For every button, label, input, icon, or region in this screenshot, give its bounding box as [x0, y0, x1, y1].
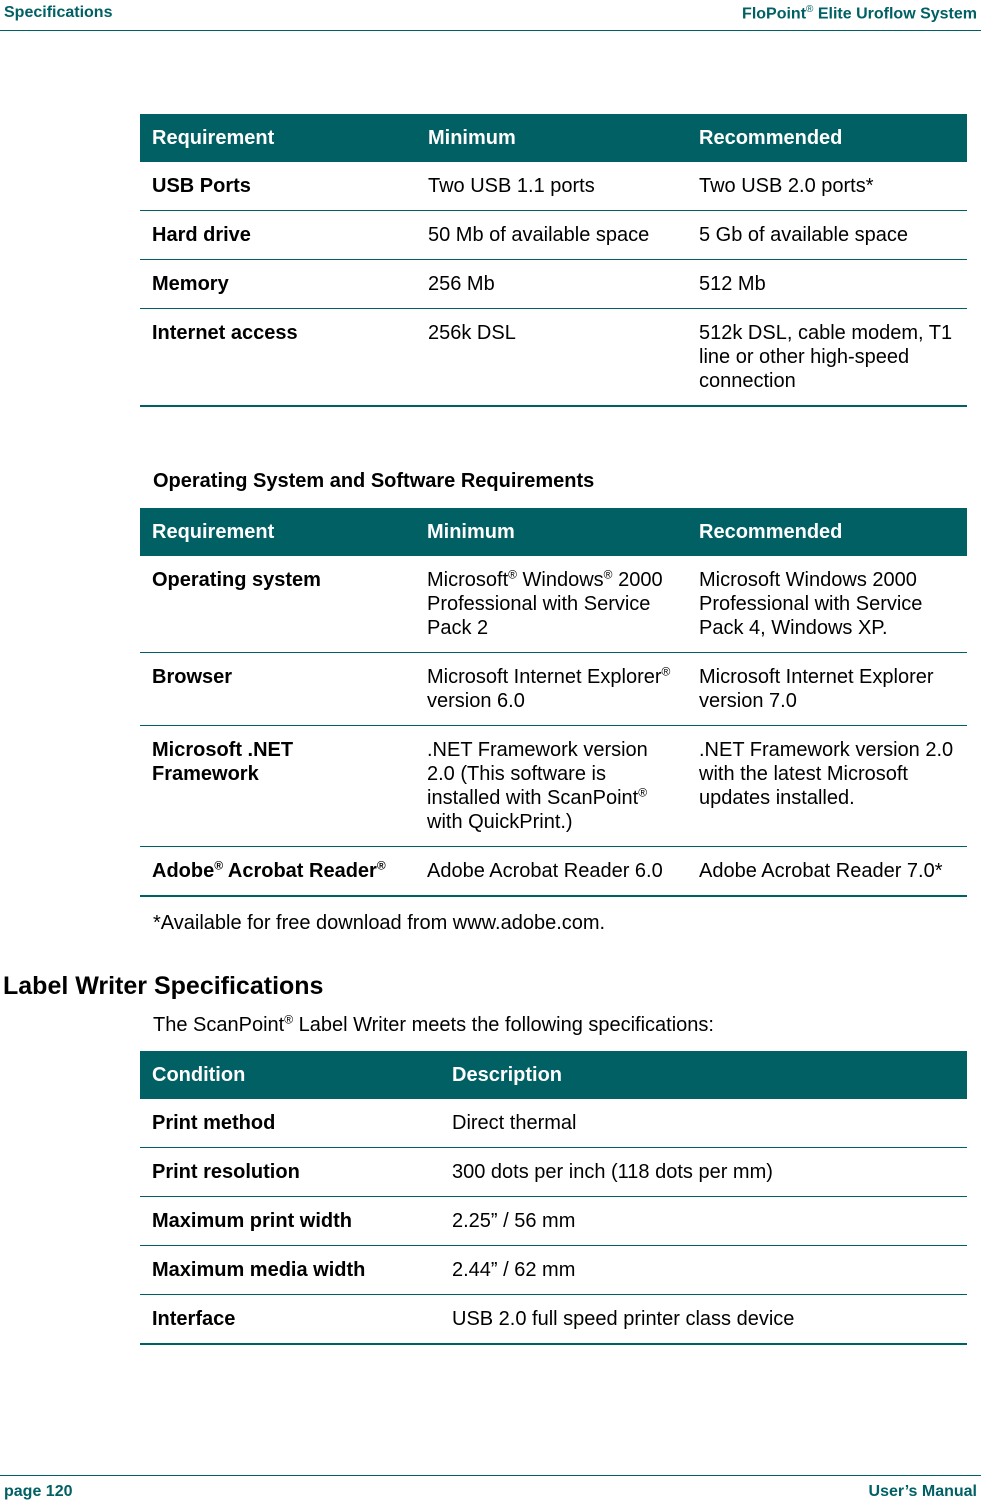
table-row	[140, 260, 967, 309]
table-row	[140, 1099, 967, 1148]
row-requirement: Hard drive	[140, 211, 416, 260]
table-row	[140, 847, 967, 897]
header-product-name	[742, 4, 977, 23]
row-requirement: Operating system	[140, 556, 415, 653]
row-condition: Print resolution	[140, 1148, 440, 1197]
header-registered-mark: ®	[806, 4, 814, 15]
text-part: with QuickPrint.)	[427, 811, 573, 833]
os-software-requirements-table	[140, 508, 967, 897]
text-part: 2000 Professional with Service Pack 2	[427, 569, 663, 639]
table-header-row	[140, 1051, 967, 1099]
row-minimum: Two USB 1.1 ports	[416, 162, 687, 211]
row-description: 2.44” / 62 mm	[440, 1246, 967, 1295]
row-condition: Print method	[140, 1099, 440, 1148]
text-part: Label Writer meets the following specifications:	[293, 1014, 714, 1036]
row-requirement: Microsoft .NET Framework	[140, 726, 415, 847]
page-number: page 120	[4, 1483, 73, 1500]
table-row	[140, 309, 967, 407]
label-writer-specs-table	[140, 1051, 967, 1345]
table-header-row	[140, 114, 967, 162]
row-requirement: USB Ports	[140, 162, 416, 211]
header-minimum: Minimum	[415, 508, 687, 556]
row-description: USB 2.0 full speed printer class device	[440, 1295, 967, 1345]
table-row	[140, 726, 967, 847]
registered-mark: ®	[603, 567, 613, 582]
header-section-name: Specifications	[4, 4, 113, 21]
table-header-row	[140, 508, 967, 556]
os-requirements-heading: Operating System and Software Requirements	[153, 470, 595, 492]
row-minimum	[415, 653, 687, 726]
registered-mark: ®	[376, 858, 386, 873]
text-part: The ScanPoint	[153, 1014, 285, 1036]
hardware-requirements-table	[140, 114, 967, 407]
row-requirement: Internet access	[140, 309, 416, 407]
header-description: Description	[440, 1051, 967, 1099]
header-requirement: Requirement	[140, 508, 415, 556]
text-part: .NET Framework version 2.0 (This software is installed with ScanPoint	[427, 739, 648, 809]
header-minimum: Minimum	[416, 114, 687, 162]
row-recommended: Two USB 2.0 ports*	[687, 162, 967, 211]
table-row	[140, 162, 967, 211]
table-row	[140, 1148, 967, 1197]
text-part: Windows	[516, 569, 604, 591]
registered-mark: ®	[214, 858, 224, 873]
manual-title: User’s Manual	[868, 1483, 977, 1500]
row-condition: Maximum print width	[140, 1197, 440, 1246]
page-footer	[0, 1475, 981, 1500]
row-recommended: Adobe Acrobat Reader 7.0*	[687, 847, 967, 897]
text-part: Adobe	[152, 860, 215, 882]
header-requirement: Requirement	[140, 114, 416, 162]
table-row	[140, 1197, 967, 1246]
row-condition: Interface	[140, 1295, 440, 1345]
registered-mark: ®	[661, 664, 671, 679]
registered-mark: ®	[508, 567, 517, 582]
row-minimum: 50 Mb of available space	[416, 211, 687, 260]
row-recommended: Microsoft Windows 2000 Professional with Service Pack 4, Windows XP.	[687, 556, 967, 653]
section-intro	[153, 1014, 714, 1037]
header-product-rest: Elite Uroflow System	[813, 5, 977, 23]
row-recommended: Microsoft Internet Explorer version 7.0	[687, 653, 967, 726]
registered-mark: ®	[284, 1012, 294, 1027]
header-recommended: Recommended	[687, 508, 967, 556]
row-requirement: Memory	[140, 260, 416, 309]
row-recommended: 512k DSL, cable modem, T1 line or other high-speed connection	[687, 309, 967, 407]
row-condition: Maximum media width	[140, 1246, 440, 1295]
row-description: 2.25” / 56 mm	[440, 1197, 967, 1246]
text-part: version 6.0	[427, 690, 525, 712]
page-header	[0, 0, 981, 31]
table-row	[140, 653, 967, 726]
row-description: 300 dots per inch (118 dots per mm)	[440, 1148, 967, 1197]
table-row	[140, 556, 967, 653]
row-requirement: Browser	[140, 653, 415, 726]
table-row	[140, 1295, 967, 1345]
row-minimum	[415, 556, 687, 653]
row-minimum: 256k DSL	[416, 309, 687, 407]
section-title: Label Writer Specifications	[3, 972, 324, 1000]
text-part: Microsoft Internet Explorer	[427, 666, 662, 688]
row-recommended: 5 Gb of available space	[687, 211, 967, 260]
text-part: Microsoft	[427, 569, 509, 591]
header-recommended: Recommended	[687, 114, 967, 162]
footnote: *Available for free download from www.adobe.com.	[153, 912, 606, 934]
row-recommended: .NET Framework version 2.0 with the latest Microsoft updates installed.	[687, 726, 967, 847]
row-minimum: Adobe Acrobat Reader 6.0	[415, 847, 687, 897]
header-condition: Condition	[140, 1051, 440, 1099]
table-row	[140, 211, 967, 260]
header-brand: FloPoint	[742, 5, 807, 23]
row-requirement	[140, 847, 415, 897]
row-recommended: 512 Mb	[687, 260, 967, 309]
registered-mark: ®	[638, 785, 648, 800]
row-minimum	[415, 726, 687, 847]
row-minimum: 256 Mb	[416, 260, 687, 309]
text-part: Acrobat Reader	[223, 860, 377, 882]
table-row	[140, 1246, 967, 1295]
row-description: Direct thermal	[440, 1099, 967, 1148]
